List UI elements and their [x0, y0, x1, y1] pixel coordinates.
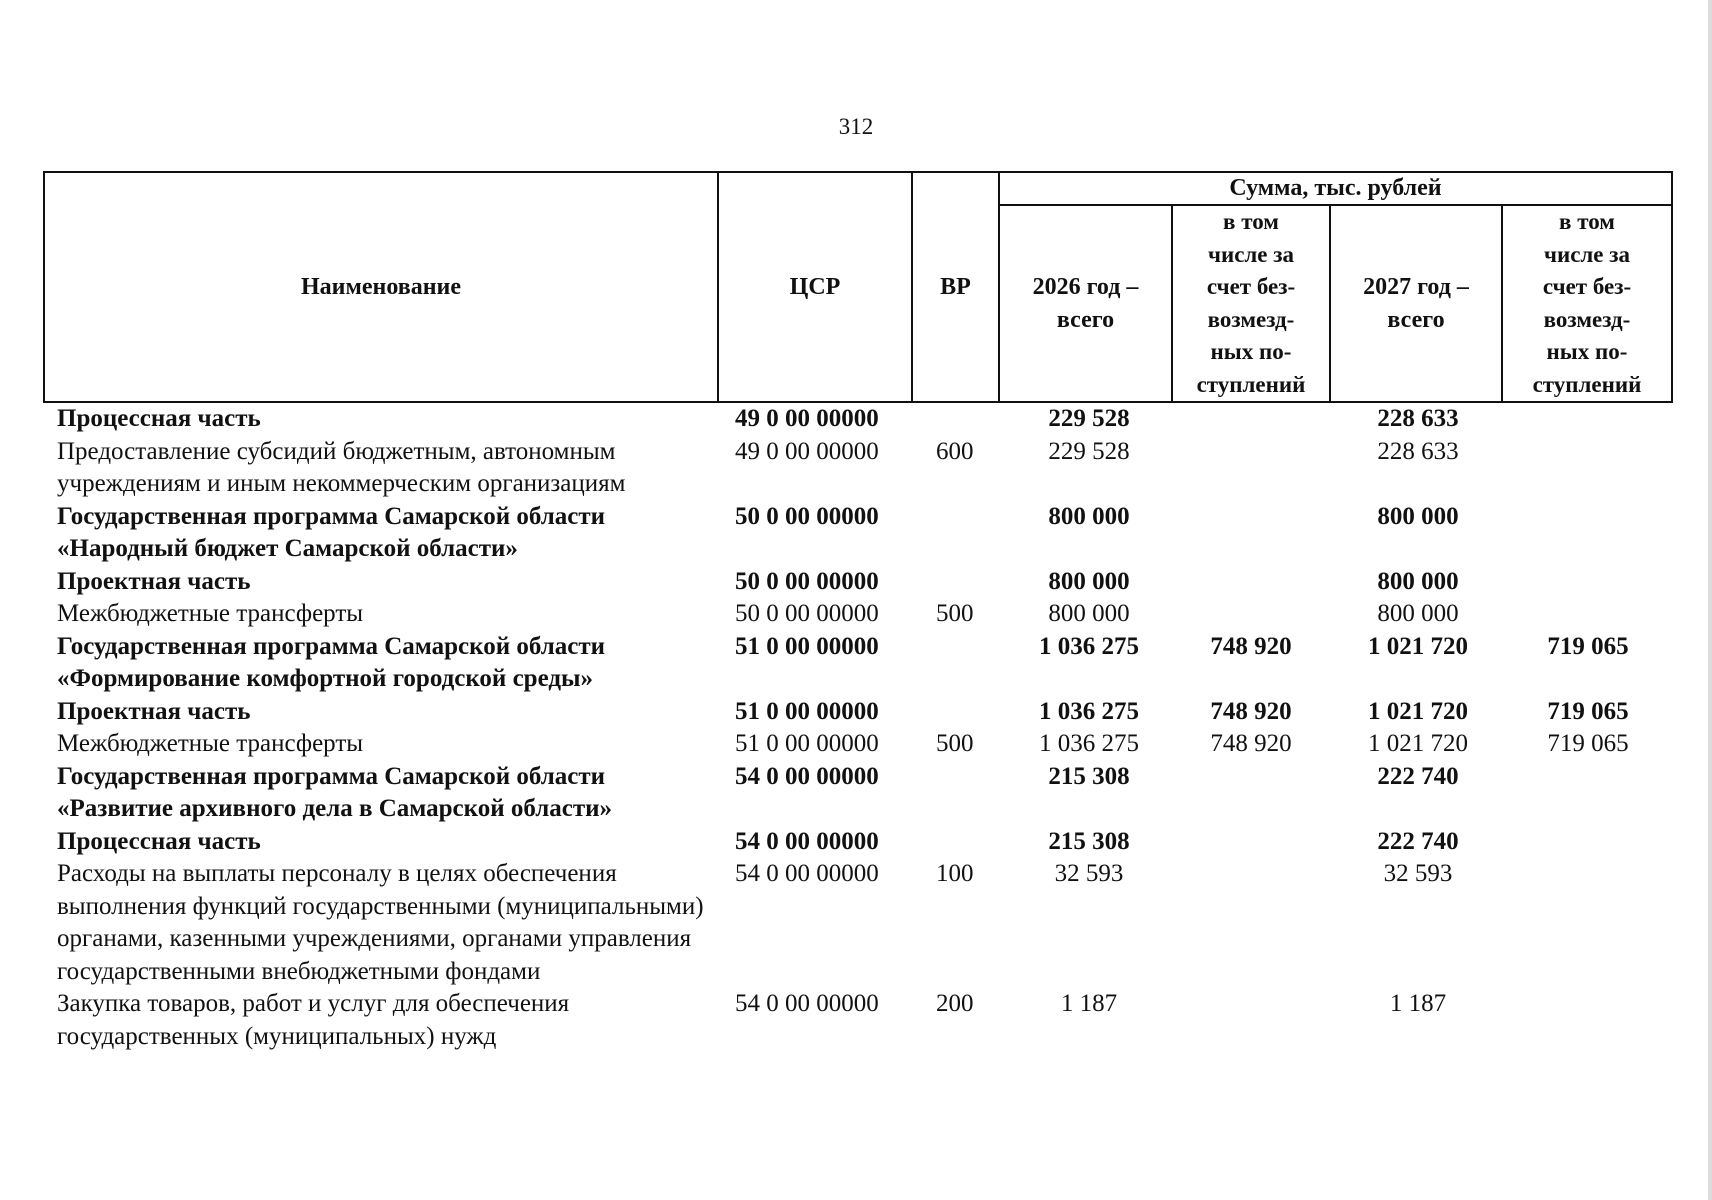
row-csr: 54 0 00 00000: [735, 827, 879, 855]
row-csr: 51 0 00 00000: [735, 697, 879, 725]
table-row: [0, 761, 1712, 826]
header-csr-text: ЦСР: [789, 273, 841, 300]
row-2026-free: 748 920: [1210, 632, 1292, 660]
row-2026-total: 1 036 275: [1039, 632, 1139, 660]
table-row: [0, 728, 1712, 761]
header-name-text: Наименование: [301, 273, 461, 300]
header-2026-total: [1000, 206, 1171, 401]
header-vr-text: ВР: [940, 273, 971, 300]
row-2027-total: 32 593: [1383, 860, 1453, 887]
row-2027-total: 1 021 720: [1368, 632, 1468, 660]
header-sum-group: [1000, 173, 1671, 204]
row-2026-total: 215 308: [1048, 762, 1130, 790]
row-2027-total: 228 633: [1377, 437, 1459, 465]
header-2027-total-text: 2027 год – всего: [1363, 273, 1469, 333]
row-2026-total: 1 036 275: [1039, 697, 1139, 725]
row-2026-free: 748 920: [1210, 697, 1292, 725]
row-2027-free: 719 065: [1547, 730, 1629, 757]
row-2026-total: 32 593: [1054, 860, 1124, 887]
row-2026-total: 800 000: [1048, 567, 1130, 595]
row-csr: 49 0 00 00000: [735, 437, 879, 465]
table-row: [0, 501, 1712, 566]
row-name: Проектная часть: [57, 697, 251, 725]
row-csr: 50 0 00 00000: [735, 502, 879, 530]
row-2027-total: 800 000: [1377, 600, 1459, 627]
table-row: [0, 988, 1712, 1053]
row-2027-total: 1 021 720: [1368, 730, 1468, 757]
row-name: Государственная программа Самарской области «Формирование комфортной городской среды»: [57, 632, 606, 692]
table-row: [0, 826, 1712, 859]
header-csr: [719, 173, 911, 401]
row-name: Расходы на выплаты персоналу в целях обеспечения выполнения функций государственными (муниципальными) органами, казенными учреждениями, органами управления государственными внебюджетными фондами: [57, 860, 704, 985]
row-2027-free: 719 065: [1547, 697, 1629, 725]
row-2027-total: 800 000: [1377, 567, 1459, 595]
row-2026-total: 800 000: [1048, 502, 1130, 530]
row-csr: 54 0 00 00000: [735, 860, 879, 887]
row-csr: 51 0 00 00000: [735, 730, 879, 757]
row-vr: 500: [936, 730, 974, 757]
row-name: Процессная часть: [57, 405, 261, 432]
row-2026-total: 229 528: [1048, 405, 1130, 432]
header-2026-free-text: в том числе за счет без- возмезд- ных по- ступлений: [1196, 209, 1306, 397]
row-name: Государственная программа Самарской области «Народный бюджет Самарской области»: [57, 502, 606, 562]
row-2027-total: 228 633: [1377, 405, 1459, 432]
row-name: Проектная часть: [57, 567, 251, 595]
row-csr: 54 0 00 00000: [735, 762, 879, 790]
header-2027-free-text: в том числе за счет без- возмезд- ных по- ступлений: [1532, 209, 1642, 397]
table-row: [0, 631, 1712, 696]
header-sum-group-text: Сумма, тыс. рублей: [1229, 175, 1442, 201]
row-2026-total: 215 308: [1048, 827, 1130, 855]
header-2026-free: [1173, 206, 1329, 401]
row-name: Государственная программа Самарской области «Развитие архивного дела в Самарской области»: [57, 762, 613, 822]
row-vr: 600: [936, 437, 974, 465]
row-2026-free: 748 920: [1210, 730, 1292, 757]
page-number: 312: [838, 114, 874, 139]
table-header: [43, 171, 1673, 402]
row-2026-total: 1 187: [1060, 990, 1118, 1017]
header-2026-total-text: 2026 год – всего: [1032, 273, 1139, 333]
header-2027-total: [1331, 206, 1501, 401]
row-name: Процессная часть: [57, 827, 261, 855]
row-vr: 100: [936, 860, 974, 887]
row-name: Предоставление субсидий бюджетным, автономным учреждениям и иным некоммерческим организациям: [57, 437, 626, 497]
table-row: [0, 436, 1712, 501]
header-2027-free: [1503, 206, 1671, 401]
row-2026-total: 800 000: [1048, 600, 1130, 627]
header-name: [45, 173, 717, 401]
row-2026-total: 1 036 275: [1039, 730, 1139, 757]
row-vr: 500: [936, 600, 974, 627]
table-row: [0, 858, 1712, 988]
table-row: [0, 566, 1712, 599]
header-vr: [913, 173, 998, 401]
row-2027-total: 800 000: [1377, 502, 1459, 530]
row-name: Межбюджетные трансферты: [57, 600, 364, 627]
row-name: Межбюджетные трансферты: [57, 730, 364, 757]
row-2027-total: 222 740: [1377, 762, 1459, 790]
table-row: [0, 696, 1712, 729]
table-body: [0, 403, 1712, 1053]
row-2026-total: 229 528: [1048, 437, 1130, 465]
table-row: [0, 598, 1712, 631]
row-csr: 50 0 00 00000: [735, 567, 879, 595]
row-name: Закупка товаров, работ и услуг для обеспечения государственных (муниципальных) нужд: [57, 990, 570, 1050]
table-row: [0, 403, 1712, 436]
row-csr: 50 0 00 00000: [735, 600, 879, 627]
row-csr: 51 0 00 00000: [735, 632, 879, 660]
row-csr: 54 0 00 00000: [735, 990, 879, 1017]
row-csr: 49 0 00 00000: [735, 405, 879, 432]
row-2027-total: 1 021 720: [1368, 697, 1468, 725]
row-2027-total: 222 740: [1377, 827, 1459, 855]
row-vr: 200: [936, 990, 974, 1017]
row-2027-free: 719 065: [1547, 632, 1629, 660]
row-2027-total: 1 187: [1389, 990, 1447, 1017]
